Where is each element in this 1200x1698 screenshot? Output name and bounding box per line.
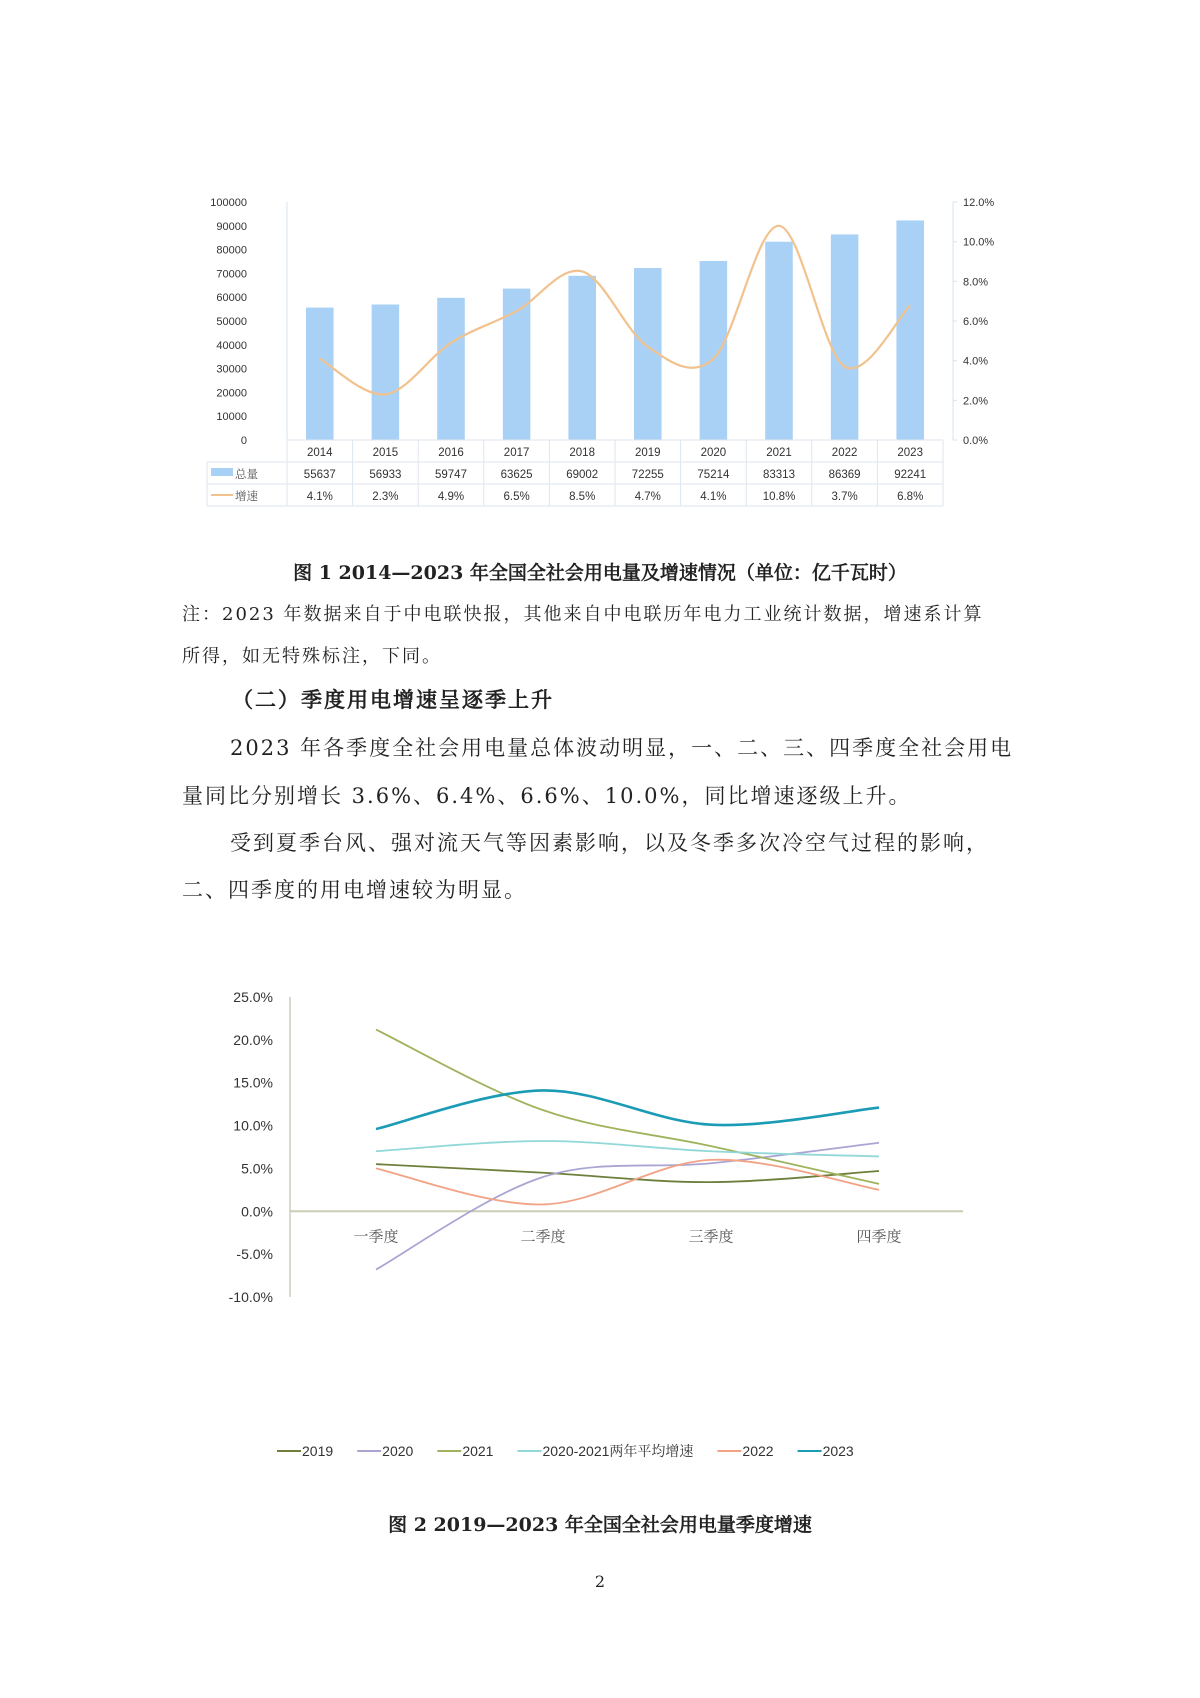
category-label: 二季度 bbox=[520, 1228, 566, 1246]
note-line-1: 注：2023 年数据来自于中电联快报，其他来自中电联历年电力工业统计数据，增速系计算 bbox=[182, 604, 984, 625]
growth-value: 4.9% bbox=[437, 491, 465, 503]
paragraph-1-line-2: 量同比分别增长 3.6%、6.4%、6.6%、10.0%，同比增速逐级上升。 bbox=[182, 784, 912, 808]
total-value: 83313 bbox=[763, 469, 795, 481]
total-value: 72255 bbox=[631, 469, 664, 481]
year-label: 2017 bbox=[503, 447, 530, 459]
total-value: 75214 bbox=[697, 469, 730, 481]
right-tick-label: 2.0% bbox=[963, 395, 989, 408]
left-tick-label: 90000 bbox=[216, 220, 247, 233]
total-value: 55637 bbox=[303, 469, 336, 481]
total-value: 59747 bbox=[435, 469, 467, 481]
year-label: 2021 bbox=[766, 447, 792, 459]
bar-2021 bbox=[765, 242, 793, 440]
year-label: 2015 bbox=[372, 447, 399, 459]
growth-value: 10.8% bbox=[762, 491, 796, 503]
growth-line bbox=[320, 226, 910, 395]
right-tick-label: 10.0% bbox=[963, 236, 995, 249]
year-label: 2016 bbox=[438, 447, 464, 459]
left-tick-label: 70000 bbox=[216, 268, 247, 281]
left-tick-label: 40000 bbox=[216, 339, 247, 352]
year-label: 2014 bbox=[307, 447, 333, 459]
legend-label-2022: 2022 bbox=[742, 1443, 774, 1459]
total-value: 86369 bbox=[828, 469, 861, 481]
year-label: 2020 bbox=[700, 447, 727, 459]
growth-value: 3.7% bbox=[831, 491, 858, 503]
y-tick-label: -10.0% bbox=[228, 1289, 273, 1305]
growth-value: 4.1% bbox=[700, 491, 727, 503]
total-value: 69002 bbox=[566, 469, 599, 481]
page-number: 2 bbox=[594, 1572, 606, 1591]
year-label: 2019 bbox=[635, 447, 661, 459]
right-tick-label: 4.0% bbox=[963, 355, 989, 368]
paragraph-1-line-1: 2023 年各季度全社会用电量总体波动明显，一、二、三、四季度全社会用电 bbox=[230, 736, 1014, 760]
legend-label-2019: 2019 bbox=[302, 1443, 334, 1459]
left-tick-label: 60000 bbox=[216, 292, 247, 305]
year-label: 2023 bbox=[897, 447, 923, 459]
right-tick-label: 8.0% bbox=[963, 276, 989, 289]
note-line-2: 所得，如无特殊标注，下同。 bbox=[182, 646, 442, 667]
legend-label-2020-2021两年平均增速: 2020-2021两年平均增速 bbox=[542, 1443, 694, 1459]
series-line-2020-2021两年平均增速 bbox=[376, 1141, 879, 1156]
right-tick-label: 6.0% bbox=[963, 316, 989, 328]
paragraph-2-line-1: 受到夏季台风、强对流天气等因素影响，以及冬季多次冷空气过程的影响， bbox=[230, 831, 989, 855]
growth-value: 8.5% bbox=[569, 491, 596, 503]
total-value: 63625 bbox=[500, 469, 533, 481]
series-line-2023 bbox=[376, 1090, 879, 1129]
left-tick-label: 80000 bbox=[216, 244, 247, 257]
category-label: 一季度 bbox=[353, 1228, 399, 1246]
annual-electricity-chart bbox=[210, 190, 1015, 520]
y-tick-label: 20.0% bbox=[233, 1031, 273, 1048]
left-tick-label: 20000 bbox=[216, 387, 247, 400]
growth-value: 6.5% bbox=[503, 491, 530, 503]
legend-label-2020: 2020 bbox=[382, 1443, 414, 1459]
y-tick-label: 10.0% bbox=[233, 1117, 273, 1134]
category-label: 三季度 bbox=[688, 1228, 734, 1246]
y-tick-label: 15.0% bbox=[233, 1074, 273, 1091]
legend-total-label: 总量 bbox=[235, 469, 258, 481]
legend-growth-label: 增速 bbox=[235, 491, 258, 503]
growth-value: 4.1% bbox=[306, 491, 333, 503]
bar-2016 bbox=[437, 298, 465, 440]
y-tick-label: 25.0% bbox=[233, 989, 273, 1005]
paragraph-2-line-2: 二、四季度的用电增速较为明显。 bbox=[182, 878, 527, 902]
y-tick-label: 0.0% bbox=[241, 1203, 273, 1220]
y-tick-label: 5.0% bbox=[241, 1160, 273, 1177]
y-tick-label: -5.0% bbox=[236, 1246, 273, 1263]
left-tick-label: 10000 bbox=[216, 411, 247, 424]
left-tick-label: 100000 bbox=[210, 197, 247, 209]
legend-bar-swatch bbox=[211, 468, 233, 476]
year-label: 2018 bbox=[569, 447, 595, 459]
right-tick-label: 0.0% bbox=[963, 435, 989, 447]
bar-2022 bbox=[831, 234, 859, 440]
left-tick-label: 30000 bbox=[216, 363, 247, 376]
category-label: 四季度 bbox=[856, 1228, 902, 1246]
bar-2023 bbox=[896, 220, 924, 440]
bar-2020 bbox=[700, 261, 728, 440]
bar-2014 bbox=[306, 308, 334, 440]
growth-value: 4.7% bbox=[634, 491, 661, 503]
total-value: 92241 bbox=[894, 469, 927, 481]
quarterly-growth-chart bbox=[215, 975, 995, 1465]
bar-2018 bbox=[568, 276, 596, 440]
right-tick-label: 12.0% bbox=[963, 197, 995, 209]
bar-2015 bbox=[372, 304, 400, 440]
growth-value: 2.3% bbox=[372, 491, 399, 503]
figure-1-caption: 图 1 2014—2023 年全国全社会用电量及增速情况（单位：亿千瓦时） bbox=[293, 562, 907, 584]
legend-label-2023: 2023 bbox=[822, 1443, 854, 1459]
left-tick-label: 0 bbox=[240, 435, 247, 447]
growth-value: 6.8% bbox=[897, 491, 924, 503]
year-label: 2022 bbox=[831, 447, 858, 459]
legend-label-2021: 2021 bbox=[462, 1443, 494, 1459]
series-line-2020 bbox=[376, 1143, 879, 1270]
total-value: 56933 bbox=[369, 469, 402, 481]
left-tick-label: 50000 bbox=[216, 316, 247, 328]
figure-2-caption: 图 2 2019—2023 年全国全社会用电量季度增速 bbox=[388, 1514, 812, 1536]
section-heading: （二）季度用电增速呈逐季上升 bbox=[232, 687, 554, 712]
